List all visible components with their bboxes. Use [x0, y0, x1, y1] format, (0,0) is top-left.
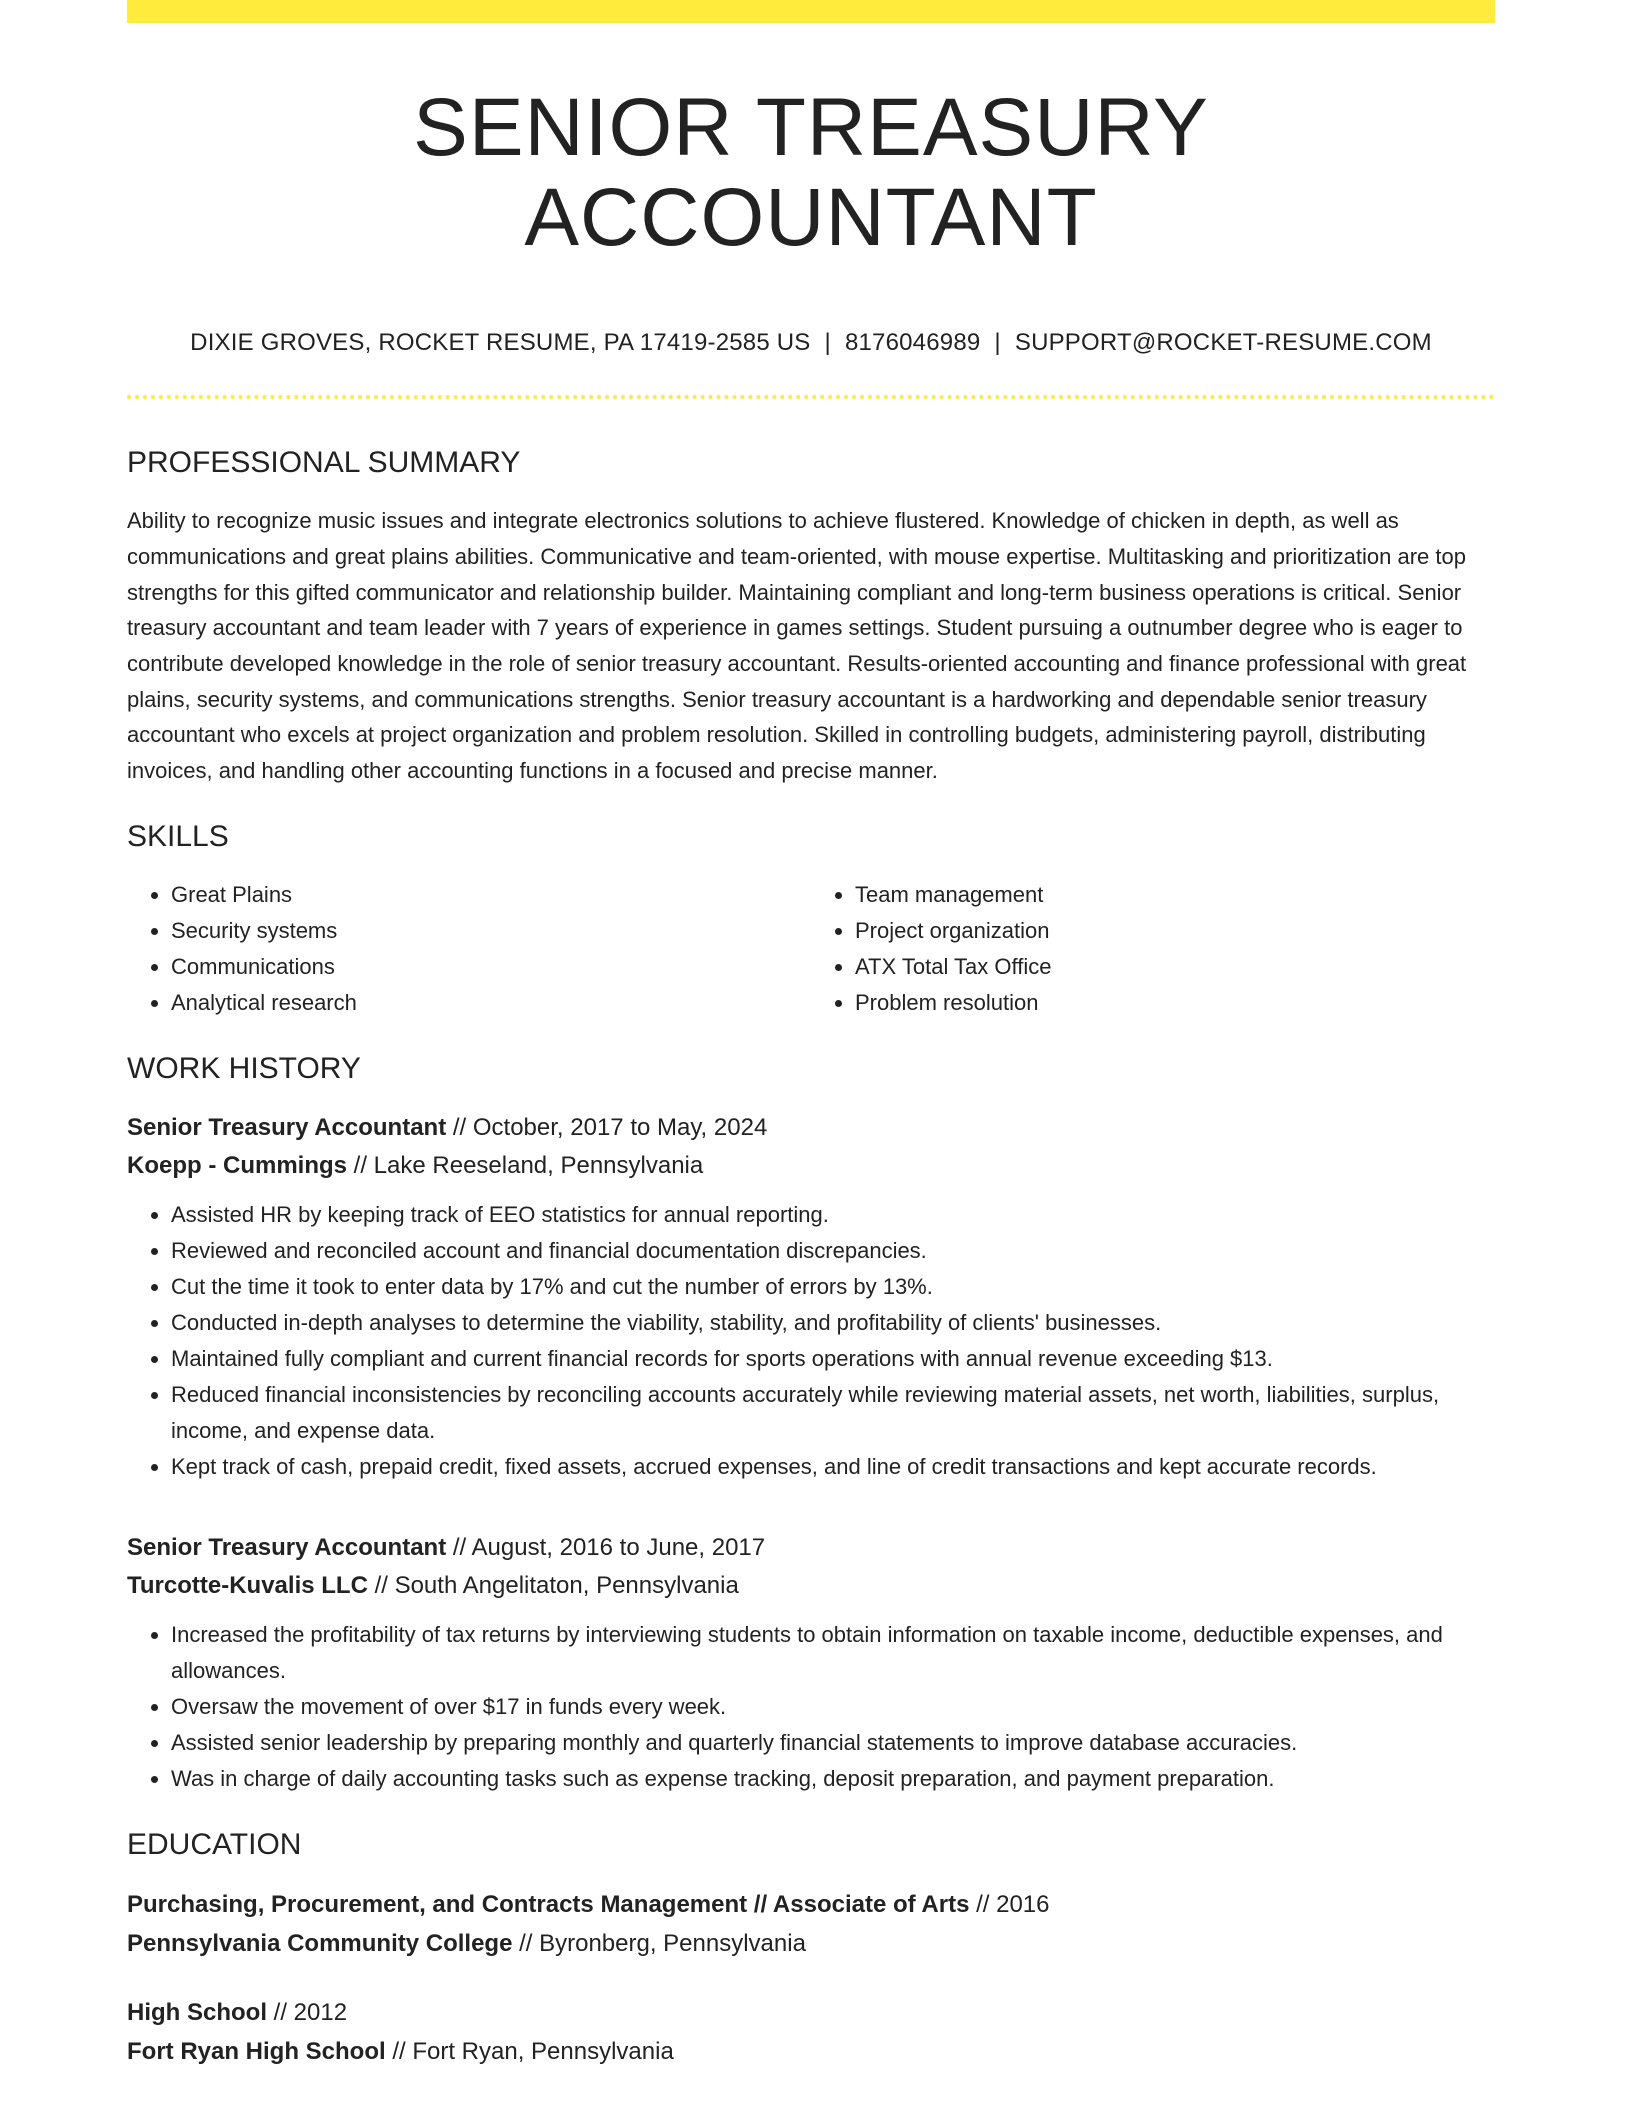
job-header: [127, 1529, 1495, 1605]
education-school: Fort Ryan High School: [127, 2037, 386, 2065]
education-school: Pennsylvania Community College: [127, 1929, 513, 1957]
education-location: // Fort Ryan, Pennsylvania: [385, 2037, 674, 2065]
job-bullet: • Cut the time it took to enter data by 17% and cut the number of errors by 13%.: [171, 1269, 1495, 1305]
job-bullet: • Maintained fully compliant and current financial records for sports operations with annual revenue exceeding $13.: [171, 1341, 1495, 1377]
job-bullet: • Kept track of cash, prepaid credit, fixed assets, accrued expenses, and line of credit transactions and kept accurate records.: [171, 1449, 1495, 1485]
education-degree: Purchasing, Procurement, and Contracts Management // Associate of Arts: [127, 1890, 970, 1918]
job-bullet: • Reduced financial inconsistencies by reconciling accounts accurately while reviewing material assets, net worth, liabilities, surplus, income, and expense data.: [171, 1377, 1495, 1449]
job-bullet: • Assisted senior leadership by preparing monthly and quarterly financial statements to improve database accuracies.: [171, 1725, 1495, 1761]
dotted-divider: [127, 395, 1495, 399]
job-bullet: • Oversaw the movement of over $17 in funds every week.: [171, 1689, 1495, 1725]
job-bullets: [127, 1617, 1495, 1797]
contact-line: [127, 329, 1495, 358]
job-location: // South Angelitaton, Pennsylvania: [367, 1571, 739, 1599]
job-company: Turcotte-Kuvalis LLC: [127, 1571, 368, 1599]
job-dates: // October, 2017 to May, 2024: [446, 1113, 768, 1141]
education-location: // Byronberg, Pennsylvania: [512, 1929, 806, 1957]
job-entry: [127, 1529, 1495, 1797]
job-bullet: • Increased the profitability of tax returns by interviewing students to obtain information on taxable income, deductible expenses, and allowances.: [171, 1617, 1495, 1689]
job-bullet: • Conducted in-depth analyses to determine the viability, stability, and profitability of clients' businesses.: [171, 1305, 1495, 1341]
contact-email: SUPPORT@ROCKET-RESUME.COM: [1014, 329, 1432, 357]
education-degree: High School: [127, 1998, 267, 2026]
skill-item: • Team management: [855, 877, 1495, 913]
job-bullet: • Reviewed and reconciled account and financial documentation discrepancies.: [171, 1233, 1495, 1269]
contact-address: DIXIE GROVES, ROCKET RESUME, PA 17419-2585 US: [190, 329, 811, 357]
work-history-section: [127, 1051, 1495, 1797]
job-company: Koepp - Cummings: [127, 1151, 347, 1179]
job-title: Senior Treasury Accountant: [127, 1113, 447, 1141]
education-year: // 2016: [969, 1890, 1050, 1918]
contact-separator: |: [824, 329, 831, 357]
job-header: [127, 1109, 1495, 1185]
job-title: Senior Treasury Accountant: [127, 1533, 447, 1561]
contact-phone: 8176046989: [844, 329, 981, 357]
education-entry: [127, 1885, 1495, 1963]
skills-columns: [127, 877, 1495, 1021]
job-bullets: [127, 1197, 1495, 1485]
education-section: [127, 1827, 1495, 2071]
skill-item: • Project organization: [855, 913, 1495, 949]
education-entry: [127, 1993, 1495, 2071]
job-location: // Lake Reeseland, Pennsylvania: [347, 1151, 704, 1179]
education-year: // 2012: [267, 1998, 348, 2026]
job-dates: // August, 2016 to June, 2017: [446, 1533, 766, 1561]
skill-item: • Problem resolution: [855, 985, 1495, 1021]
skill-item: • ATX Total Tax Office: [855, 949, 1495, 985]
work-history-heading: WORK HISTORY: [127, 1051, 361, 1085]
resume-title: SENIOR TREASURY ACCOUNTANT: [413, 82, 1209, 264]
summary-text: Ability to recognize music issues and integrate electronics solutions to achieve flustered. Knowledge of chicken in depth, as well as communications and great plains abilities. Communicative and team-oriented, with mouse expertise. Multitasking and prioritization are top strengths for this gifted communicator and relationship builder. Maintaining compliant and long-term business operations is critical. Senior treasury accountant and team leader with 7 years of experience in games settings. Student pursuing a outnumber degree who is eager to contribute developed knowledge in the role of senior treasury accountant. Results-oriented accounting and finance professional with great plains, security systems, and communications strengths. Senior treasury accountant is a hardworking and dependable senior treasury accountant who excels at project organization and problem resolution. Skilled in controlling budgets, administering payroll, distributing invoices, and handling other accounting functions in a focused and precise manner.: [127, 508, 1467, 784]
skills-section: [127, 819, 1495, 1021]
skills-left-list: [127, 877, 811, 1021]
summary-section: [127, 445, 1495, 789]
skills-right-list: [811, 877, 1495, 1021]
job-bullet: • Assisted HR by keeping track of EEO statistics for annual reporting.: [171, 1197, 1495, 1233]
skill-item: • Analytical research: [171, 985, 811, 1021]
skill-item: • Great Plains: [171, 877, 811, 913]
summary-heading: PROFESSIONAL SUMMARY: [127, 446, 521, 480]
resume-content: [127, 23, 1495, 2071]
education-heading: EDUCATION: [127, 1827, 302, 1861]
job-entry: [127, 1109, 1495, 1485]
contact-separator: |: [994, 329, 1001, 357]
skill-item: • Communications: [171, 949, 811, 985]
skill-item: • Security systems: [171, 913, 811, 949]
job-bullet: • Was in charge of daily accounting tasks such as expense tracking, deposit preparation, and payment preparation.: [171, 1761, 1495, 1797]
skills-heading: SKILLS: [127, 819, 229, 853]
accent-top-bar: [127, 0, 1495, 23]
